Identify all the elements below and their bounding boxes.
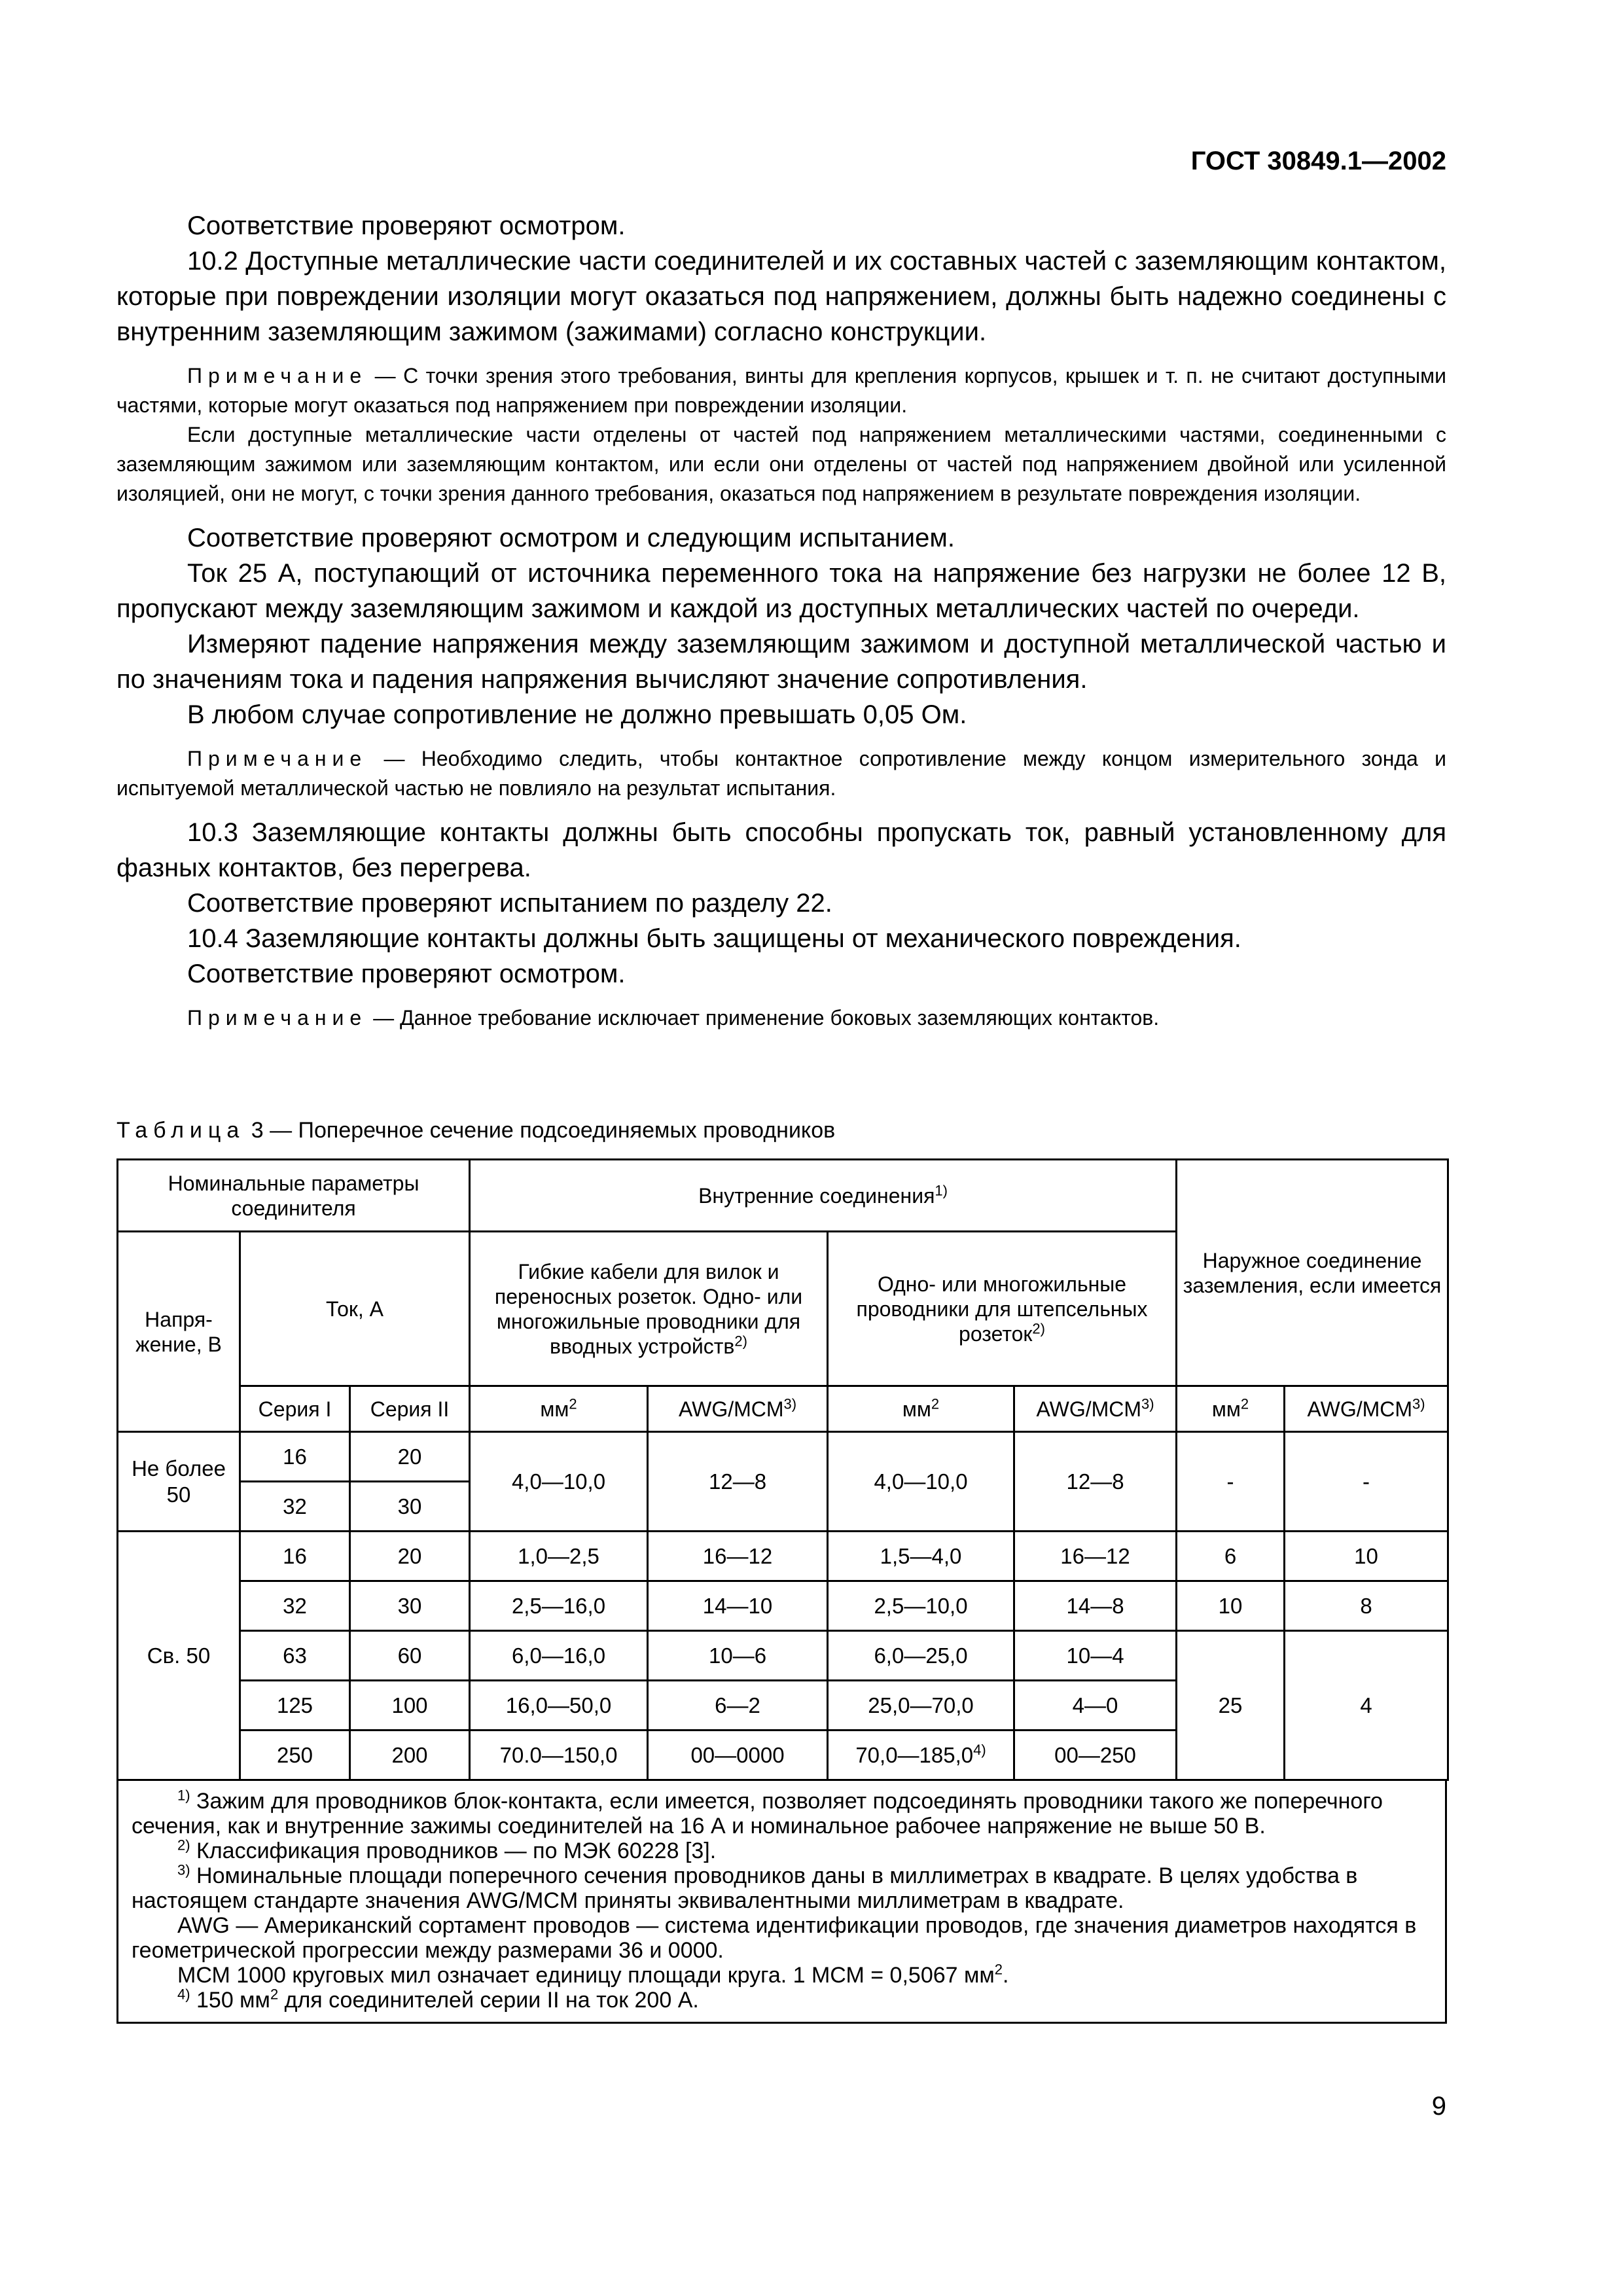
table-title (116, 1118, 835, 1143)
header-internal: Внутренние соединения$^{1)}$ (470, 1160, 1177, 1232)
header-socket: Одно- или многожильные проводники для штепсельных розеток$^{2)}$ (828, 1232, 1177, 1386)
cell: 10—4 (1014, 1631, 1177, 1681)
cell: 20 (350, 1532, 470, 1581)
cell: 2,5—16,0 (470, 1581, 648, 1631)
cell: 1,0—2,5 (470, 1532, 648, 1581)
header-current: Ток, А (240, 1232, 470, 1386)
cell: 6,0—16,0 (470, 1631, 648, 1681)
cell: 4,0—10,0 (470, 1432, 648, 1532)
cell: 16,0—50,0 (470, 1681, 648, 1731)
note-label: Примечание (187, 364, 368, 387)
cell: 20 (350, 1432, 470, 1482)
cell: 4—0 (1014, 1681, 1177, 1731)
cell: 10—6 (648, 1631, 828, 1681)
note-label: Примечание (187, 747, 368, 770)
table-title-text: 3 — Поперечное сечение подсоединяемых проводников (245, 1118, 836, 1143)
table-title-label: Таблица (116, 1118, 245, 1143)
standard-number: ГОСТ 30849.1—2002 (1190, 147, 1446, 175)
header-series-1: Серия I (240, 1386, 350, 1432)
note-text: — Необходимо следить, чтобы контактное сопротивление между концом измерительного зонда и испытуемой металлической частью не повлияло на результат испытания. (116, 747, 1446, 800)
table-footnotes (116, 1781, 1447, 2024)
table-3 (116, 1158, 1447, 2024)
cell: 100 (350, 1681, 470, 1731)
paragraph: В любом случае сопротивление не должно превышать 0,05 Ом. (187, 700, 967, 729)
paragraph: Измеряют падение напряжения между заземляющим зажимом и доступной металлической частью и по значениям тока и падения напряжения вычисляют значение сопротивления. (116, 630, 1446, 694)
footnote-1: $^{1)}$ Зажим для проводников блок-контакта, если имеется, позволяет подсоединять проводники такого же поперечного сечения, как и внутренние зажимы соединителей на 16 А и номинальное рабочее напряжение не выше 50 В. (132, 1787, 1383, 1839)
cell: 8 (1285, 1581, 1448, 1631)
header-series-2: Серия II (350, 1386, 470, 1432)
cell: 63 (240, 1631, 350, 1681)
conductor-section-table (116, 1158, 1449, 1781)
cell: 32 (240, 1482, 350, 1532)
header-awg: AWG/MCM$^{3)}$ (1014, 1386, 1177, 1432)
footnote-4: $^{4)}$ 150 $мм^2$ для соединителей серии II на ток 200 А. (177, 1986, 699, 2013)
table-row (118, 1532, 1448, 1581)
footnote-3-awg: AWG — Американский сортамент проводов — система идентификации проводов, где значения диаметров находятся в геометрической прогрессии между размерами 36 и 0000. (132, 1913, 1417, 1963)
header-nominal: Номинальные параметры соединителя (118, 1160, 470, 1232)
cell-voltage: Не более 50 (118, 1432, 240, 1532)
page-number: 9 (1431, 2092, 1446, 2121)
note-label: Примечание (187, 1006, 368, 1030)
header-voltage: Напря-жение, В (118, 1232, 240, 1432)
cell: 25 (1177, 1631, 1285, 1780)
cell: 25,0—70,0 (828, 1681, 1014, 1731)
cell: 32 (240, 1581, 350, 1631)
paragraph: Соответствие проверяют осмотром. (187, 211, 626, 240)
note-text: — С точки зрения этого требования, винты для крепления корпусов, крышек и т. п. не считают доступными частями, которые могут оказаться под напряжением при повреждении изоляции. (116, 364, 1446, 417)
footnote-3: $^{3)}$ Номинальные площади поперечного сечения проводников даны в миллиметрах в квадрате. В целях удобства в настоящем стандарте значения AWG/MCM приняты эквивалентными миллиметрам в квадрате. (132, 1861, 1358, 1913)
paragraph-10-2: 10.2 Доступные металлические части соединителей и их составных частей с заземляющим контактом, которые при повреждении изоляции могут оказаться под напряжением, должны быть надежно соединены с внутренним заземляющим зажимом (зажимами) согласно конструкции. (116, 247, 1446, 346)
cell: - (1285, 1432, 1448, 1532)
cell: 125 (240, 1681, 350, 1731)
note-text: — Данное требование исключает применение боковых заземляющих контактов. (367, 1006, 1160, 1030)
note-continuation: Если доступные металлические части отделены от частей под напряжением металлическими частями, соединенными с заземляющим зажимом или заземляющим контактом, или если они отделены от частей под напряжением двойной или усиленной изоляцией, они не могут, с точки зрения данного требования, оказаться под напряжением в результате повреждения изоляции. (116, 423, 1446, 505)
paragraph-10-4: 10.4 Заземляющие контакты должны быть защищены от механического повреждения. (187, 924, 1241, 953)
body-text (116, 208, 1446, 1033)
cell: 70.0—150,0 (470, 1731, 648, 1780)
cell-voltage: Св. 50 (118, 1532, 240, 1780)
cell: 00—0000 (648, 1731, 828, 1780)
cell: 16 (240, 1532, 350, 1581)
cell: 2,5—10,0 (828, 1581, 1014, 1631)
cell: 16—12 (648, 1532, 828, 1581)
cell: 14—10 (648, 1581, 828, 1631)
header-mm: $мм^2$ (470, 1386, 648, 1432)
cell: 30 (350, 1482, 470, 1532)
paragraph: Соответствие проверяют осмотром. (187, 960, 626, 988)
cell: 00—250 (1014, 1731, 1177, 1780)
table-row (118, 1432, 1448, 1482)
header-mm: $мм^2$ (1177, 1386, 1285, 1432)
paragraph-10-3: 10.3 Заземляющие контакты должны быть способны пропускать ток, равный установленному для фазных контактов, без перегрева. (116, 818, 1446, 882)
cell: 6 (1177, 1532, 1285, 1581)
cell: 30 (350, 1581, 470, 1631)
cell: 10 (1285, 1532, 1448, 1581)
cell: 4,0—10,0 (828, 1432, 1014, 1532)
cell: 12—8 (1014, 1432, 1177, 1532)
paragraph: Соответствие проверяют испытанием по разделу 22. (187, 889, 832, 918)
note (116, 1003, 1446, 1033)
cell: 60 (350, 1631, 470, 1681)
paragraph: Соответствие проверяют осмотром и следующим испытанием. (187, 524, 955, 552)
table-row (118, 1631, 1448, 1681)
note (116, 361, 1446, 420)
footnote-2: $^{2)}$ Классификация проводников — по МЭК 60228 [3]. (177, 1837, 717, 1863)
cell: 70,0—185,0$^{4)}$ (828, 1731, 1014, 1780)
cell: 4 (1285, 1631, 1448, 1780)
cell: 250 (240, 1731, 350, 1780)
paragraph: Ток 25 А, поступающий от источника переменного тока на напряжение без нагрузки не более 12 В, пропускают между заземляющим зажимом и каждой из доступных металлических частей по очереди. (116, 559, 1446, 623)
cell: 12—8 (648, 1432, 828, 1532)
cell: - (1177, 1432, 1285, 1532)
cell: 16—12 (1014, 1532, 1177, 1581)
cell: 1,5—4,0 (828, 1532, 1014, 1581)
header-external: Наружное соединение заземления, если имеется (1177, 1160, 1448, 1386)
table-row (118, 1581, 1448, 1631)
header-flexible: Гибкие кабели для вилок и переносных розеток. Одно- или многожильные проводники для вводных устройств$^{2)}$ (470, 1232, 828, 1386)
footnote-3-mcm: МСМ 1000 круговых мил означает единицу площади круга. 1 МСМ = 0,5067 $мм^2$. (177, 1961, 1009, 1988)
cell: 6—2 (648, 1681, 828, 1731)
cell: 6,0—25,0 (828, 1631, 1014, 1681)
cell: 10 (1177, 1581, 1285, 1631)
header-mm: $мм^2$ (828, 1386, 1014, 1432)
header-awg: AWG/MCM$^{3)}$ (648, 1386, 828, 1432)
cell: 14—8 (1014, 1581, 1177, 1631)
cell: 200 (350, 1731, 470, 1780)
cell: 16 (240, 1432, 350, 1482)
header-awg: AWG/MCM$^{3)}$ (1285, 1386, 1448, 1432)
note (116, 744, 1446, 803)
